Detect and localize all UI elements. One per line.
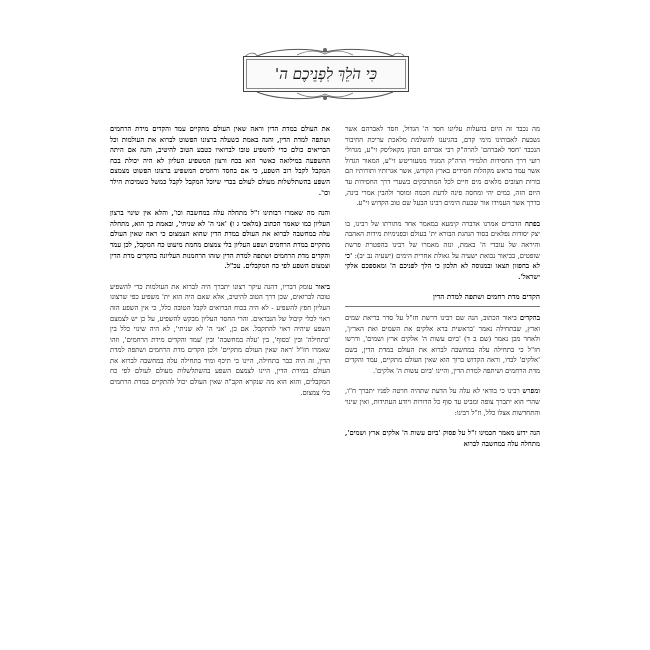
left-text-column <box>110 124 330 642</box>
scroll-ornament-bottom-icon <box>237 90 413 102</box>
quoted-passage: הנה ידוע מאמר חכמינו ז"ל על פסוק 'ביום עשות ה' אלקים ארץ ושמים', מתחלה עלה במחשבה לברוא <box>345 429 540 448</box>
paragraph: ומפרש רבינו כי בודאי לא עלה על הדעת שתהיה חרטה לפניו יתברך ח"ו, שהרי הוא יתברך צופה ומביט עד סוף כל הדורות ויודע העתידות, ואין שינוי והתחדשות אצלו כלל, וז"ל רבינו: <box>345 387 540 417</box>
title-banner <box>237 46 413 102</box>
paragraph: בהקדים ביאור הכתוב, הנה שם רבינו דרשת חז"ל על סדר בריאת שמים וארץ, שבתחילה נאמר 'בראשית ברא אלקים את השמים ואת הארץ', ולאחר מכן נאמר (שם ב ד) 'ביום עשות ה' אלקים ארץ ושמים', ודרשו חז"ל כי בתחילה עלה במחשבה לברוא את העולם במדת הדין, בשם 'אלקים' לבדו, וראה הקדוש ברוך הוא שאין העולם מתקיים, עמד והקדים מדת הרחמים ושיתפה למדת הדין, והיינו 'ביום עשות ה' אלקים'. <box>345 313 540 375</box>
section-divider <box>345 306 540 307</box>
lead-word: ביאור <box>315 282 330 291</box>
quoted-passage: את העולם במדת הדין וראה שאין העולם מתקיים עמד והקדים מידת הרחמים ושתפה למדת הדין, והנה באמת כשעלה ברצונו הפשוט לברוא את העולמות וכל הבריאים כולם כדי להשפיע טובו לברואיו כטבע הטוב להיטיב, והנה אם היתה ההשפעה במילואה כאשר הוא בכח ורצון המשפיע העליון לא היה יכולת בכח המקבל לקבל רוב השפע, כי אם בחסד ורחמים המשפיע ברצונו הפשוט מצמצם השפע בהשתלשלות מעולם לעולם בכדי שיוכל המקבל לקבל כמשל כשמיכות הילד וכו'. <box>110 125 330 197</box>
right-text-column <box>345 124 540 642</box>
title-frame <box>243 56 409 92</box>
verse-quote: 'כי לא בחפזון תצאו ובמנוסה לא תלכון כי הלך לפניכם ה' ומאספכם אלקי ישראל'. <box>345 251 540 281</box>
lead-word: ומפרש <box>522 387 540 396</box>
paragraph: בפתח הדברים אמרנו אדברה קימעא במאמר אחד מתורתו של רבינו, בו יצק יסודות נפלאים בסוד הנהגת הבורא ית' בעולם ובפנימיות מידות האהבה והיראה של עובדי ה' באמת, ונזה מאמרו של רבינו בהפטרת פרשת שופטים, בביאור נבואת ישעיה על גאולת אחרית הימים (ישעיה נב יב): 'כי לא בחפזון תצאו ובמנוסה לא תלכון כי הלך לפניכם ה' ומאספכם אלקי ישראל'. <box>345 219 540 281</box>
paragraph: מה נכבד זה היום בהעלות עליונו חסד ה' הגדול, חסד לאברהם אשר נשבעת לאבותינו מימי קדם, בהגיענו להשלמת מלאכת עריכת החיבור הנכבד 'חסד לאברהם' להרה"ק רבי אברהם הכהן מקאליסק זי"ע, מגדולי רועי דרך החסידות תלמידי הרה"ק המגיד ממעזריטש זי"ע, המאור הגדול אשר עמד בראש מקהלות חסידים בארץ הקודש, אשר אגרותיו ותורותיו הם בורות חצובים מלאים מים חיים לכל המתדבקים בשערי דרך החסידות עד היום הזה, כמים יהי ומחסה פינה לדעת חכמה ומוסר ולהבין אמרי בינה, בדרך אשר העמידו אור שבעת הימים רבינו הבעל שם טוב הקדוש זי"ע. <box>345 125 540 208</box>
quoted-passage: והנה מה שאמרו רבותינו ז"ל מתחלה עלה במחשבה וכו', והלא אין שינוי ברצון העליון כמו שאמר הכתוב (מלאכי ג ו) 'אני ה' לא שניתי', ובאמת כך הוא, מתחלה עלה במחשבה לברוא את העולם במדת הדין שהוא הצמצום כי ראה שאין העולם מתקיים במדת הרחמים ושפע העליון בלי צמצום מחמת מיעוט כח המקבל, לכן עמד והקדים מדת הרחמים ושתפה למדת הדין שזהו הרחמנות העליונה בהקדים מדת הדין וצמצום השפע לפי כח המקבלים. עכ"ל. <box>110 209 330 271</box>
lead-word: בהקדים <box>519 313 540 322</box>
page-title: כִּי הֹלֵךְ לִפְנֵיכֶם ה' <box>274 64 378 83</box>
paragraph: ביאור עומק דבריו, דהנה עיקר רצונו יתברך היה לברוא את העולמות כדי להשפיע טובה לברואים, שכן דרך הטוב להיטיב, אלא שאם היה הוא ית' משפיע כפי שרצונו העליון חפץ להשפיע - לא היה בכוח הברואים לקבל הטובה כלל, כי אין השפע הזה ראוי לכלי קיבול של הנבראים. והרי החסד העליון מבקש להשפיע, על כן יש לצמצם השפע שיהיה ראוי להתקבל. אם כן, 'אני ה' לא שניתי', לא היה שינוי כלל בין 'בתחילה' ובין 'בסוף', בין 'עלה במחשבה' ובין 'עמד והקדים מידת הרחמים', וזהו שאמרו חז"ל 'ראה שאין העולם מתקיים' ולכן הקדים מדת הרחמים ושתפה למדת הדין, זה היה כבר בתחילה, היינו כי תיכף ומיד בתחילה עלה במחשבה לברוא את העולם במידת הדין, היינו לצמצם השפע בהשתלשלות מעולם לעולם לפי כח המקבלים, והוא הוא מה שנקרא הקב"ה שאין העולם יכול להתקיים במדת הרחמים בלי צמצום. <box>110 282 330 397</box>
lead-word: בפתח <box>524 219 540 228</box>
section-heading: הקדים מדת רחמים ושתפה למדת הדין <box>433 292 540 302</box>
